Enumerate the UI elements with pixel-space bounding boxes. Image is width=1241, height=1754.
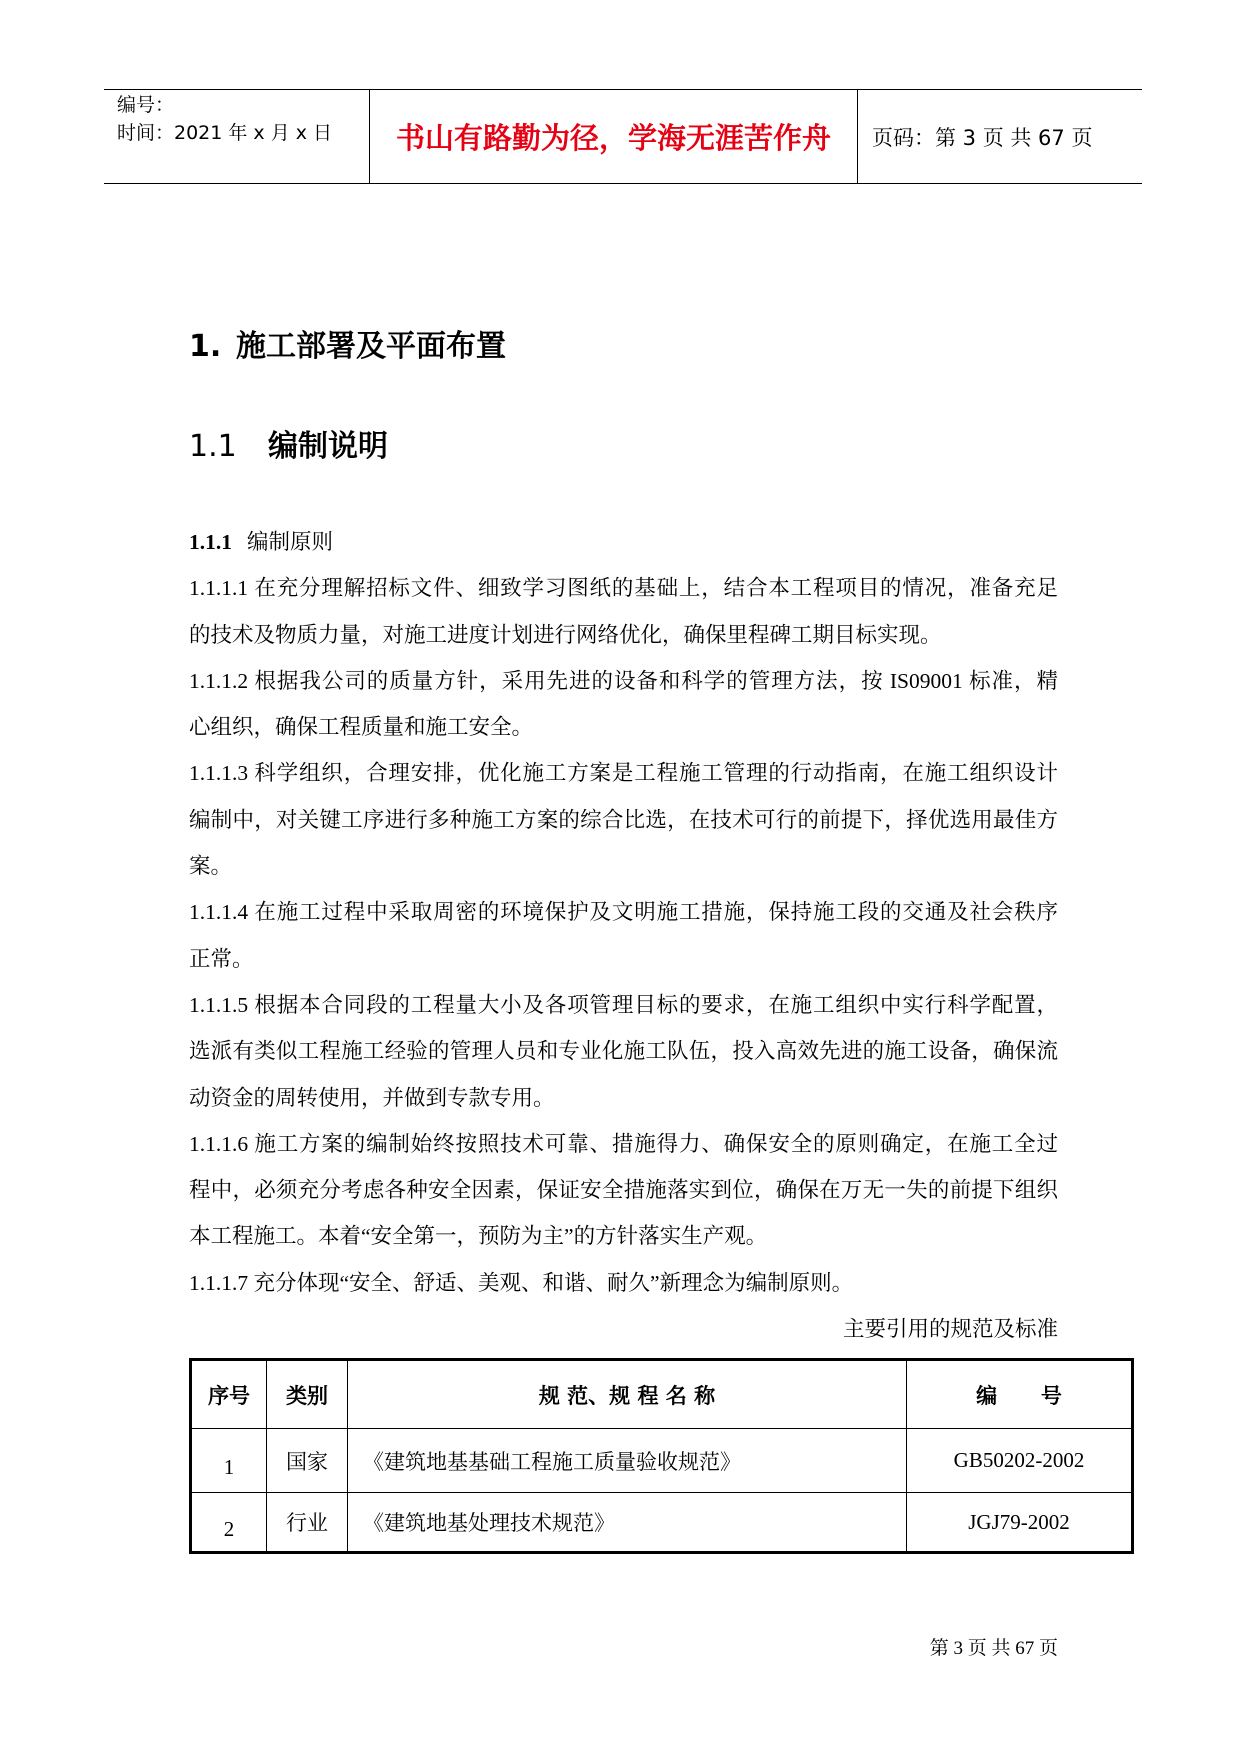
document-date-label: 时间：2021 年 x 月 x 日 xyxy=(117,122,333,144)
paragraph-line: 正常。 xyxy=(189,946,254,971)
paragraph-line: 案。 xyxy=(189,854,233,879)
subsection-title: 编制说明 xyxy=(268,429,388,464)
subsection-number: 1.1 xyxy=(189,429,237,464)
paragraph-line: 1.1.1.4 在施工过程中采取周密的环境保护及文明施工措施，保持施工段的交通及社会秩序 xyxy=(189,900,1058,925)
header-motto-cell xyxy=(369,90,858,183)
table-caption: 主要引用的规范及标准 xyxy=(842,1317,1058,1342)
document-number-label: 编号： xyxy=(117,94,175,116)
paragraph-line: 动资金的周转使用，并做到专款专用。 xyxy=(189,1085,555,1110)
cell-code: JGJ79-2002 xyxy=(907,1493,1133,1553)
paragraph-line: 1.1.1.2 根据我公司的质量方针，采用先进的设备和科学的管理方法，按 IS09001 标准，精 xyxy=(189,668,1058,693)
paragraph-line: 1.1.1.3 科学组织，合理安排，优化施工方案是工程施工管理的行动指南，在施工组织设计 xyxy=(189,761,1058,786)
section-number: 1. xyxy=(189,329,222,364)
table-header-row xyxy=(191,1360,1133,1429)
body-text xyxy=(189,519,1058,1352)
paragraph-line: 编制中，对关键工序进行多种施工方案的综合比选，在技术可行的前提下，择优选用最佳方 xyxy=(189,807,1058,832)
cell-name: 《建筑地基基础工程施工质量验收规范》 xyxy=(348,1429,907,1493)
standards-table xyxy=(189,1358,1134,1554)
cell-name: 《建筑地基处理技术规范》 xyxy=(348,1493,907,1553)
paragraph-line: 1.1.1.6 施工方案的编制始终按照技术可靠、措施得力、确保安全的原则确定，在施工全过 xyxy=(189,1131,1058,1156)
header-page-info: 页码：第 3 页 共 67 页 xyxy=(872,125,1093,150)
subsection-heading xyxy=(189,427,388,467)
column-header-name: 规 范、规 程 名 称 xyxy=(348,1360,907,1429)
table-row xyxy=(191,1493,1133,1553)
paragraph-line: 的技术及物质力量，对施工进度计划进行网络优化，确保里程碑工期目标实现。 xyxy=(189,622,942,647)
column-header-seq: 序号 xyxy=(191,1360,267,1429)
cell-code: GB50202-2002 xyxy=(907,1429,1133,1493)
column-header-category: 类别 xyxy=(267,1360,348,1429)
header-page-cell xyxy=(858,90,1142,183)
motto: 书山有路勤为径，学海无涯苦作舟 xyxy=(395,121,831,155)
subsubsection-heading xyxy=(189,519,1058,565)
cell-seq: 1 xyxy=(191,1429,267,1493)
section-title: 施工部署及平面布置 xyxy=(236,329,506,364)
header-meta-cell xyxy=(104,90,369,183)
paragraph-line: 本工程施工。本着“安全第一，预防为主”的方针落实生产观。 xyxy=(189,1224,768,1249)
paragraph-line: 1.1.1.1 在充分理解招标文件、细致学习图纸的基础上，结合本工程项目的情况，准备充足 xyxy=(189,576,1058,601)
page-footer-number: 第 3 页 共 67 页 xyxy=(929,1638,1058,1659)
paragraph-line: 心组织，确保工程质量和施工安全。 xyxy=(189,715,534,740)
page-header xyxy=(104,89,1142,184)
paragraph-line: 1.1.1.7 充分体现“安全、舒适、美观、和谐、耐久”新理念为编制原则。 xyxy=(189,1270,854,1295)
paragraph-line: 选派有类似工程施工经验的管理人员和专业化施工队伍，投入高效先进的施工设备，确保流 xyxy=(189,1039,1058,1064)
paragraph-line: 1.1.1.5 根据本合同段的工程量大小及各项管理目标的要求，在施工组织中实行科学配置， xyxy=(189,992,1058,1017)
cell-category: 行业 xyxy=(267,1493,348,1553)
table-row xyxy=(191,1429,1133,1493)
paragraph-line: 程中，必须充分考虑各种安全因素，保证安全措施落实到位，确保在万无一失的前提下组织 xyxy=(189,1178,1058,1203)
section-heading xyxy=(189,327,506,367)
cell-category: 国家 xyxy=(267,1429,348,1493)
subsubsection-title: 编制原则 xyxy=(247,530,334,554)
cell-seq: 2 xyxy=(191,1493,267,1553)
subsubsection-number: 1.1.1 xyxy=(189,530,232,554)
column-header-code: 编 号 xyxy=(907,1360,1133,1429)
